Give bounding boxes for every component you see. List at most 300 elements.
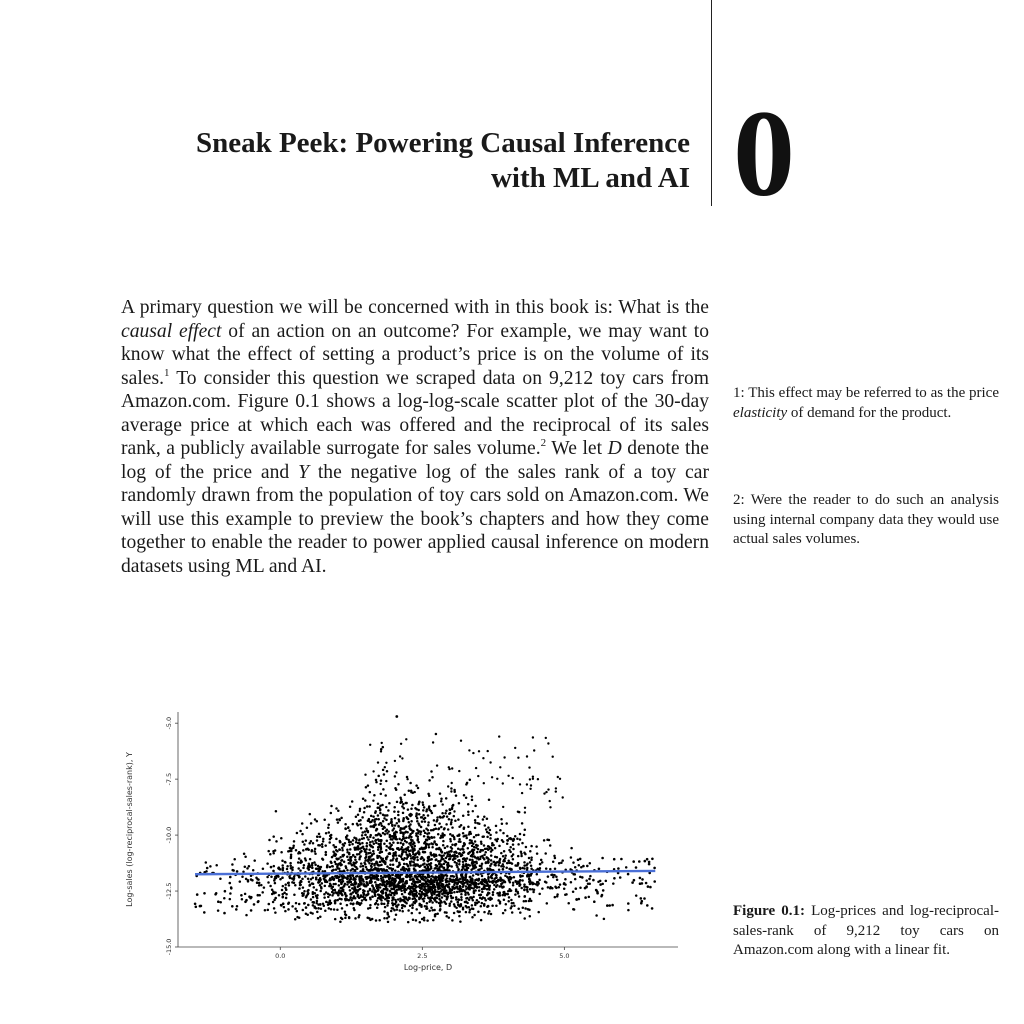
data-point: [380, 793, 383, 796]
data-point: [308, 881, 311, 884]
data-point: [601, 894, 604, 897]
data-point: [411, 804, 414, 807]
data-point: [411, 883, 414, 886]
data-point: [322, 902, 325, 905]
data-point: [377, 761, 379, 763]
sidenote-text: of demand for the product.: [787, 404, 952, 421]
data-point: [382, 868, 385, 871]
data-point: [358, 838, 361, 841]
data-point: [502, 912, 505, 915]
x-tick-label: 2.5: [417, 952, 428, 960]
data-point: [372, 837, 375, 840]
data-point: [297, 852, 300, 855]
data-point: [472, 752, 474, 754]
data-point: [338, 879, 341, 882]
data-point: [426, 902, 429, 905]
data-point: [456, 882, 459, 885]
data-point: [325, 853, 328, 856]
data-point: [412, 861, 415, 864]
data-point: [399, 842, 402, 845]
data-point: [274, 849, 277, 852]
data-point: [603, 918, 606, 921]
data-point: [453, 891, 456, 894]
data-point: [410, 791, 412, 793]
data-point: [302, 840, 305, 843]
data-point: [447, 828, 450, 831]
data-point: [457, 848, 460, 851]
data-point: [468, 833, 471, 836]
data-point: [523, 889, 526, 892]
data-point: [394, 899, 397, 902]
data-point: [414, 845, 417, 848]
data-point: [617, 867, 620, 870]
data-point: [422, 859, 425, 862]
data-point: [444, 812, 447, 815]
data-point: [409, 892, 412, 895]
data-point: [584, 896, 587, 899]
data-point: [458, 802, 461, 805]
data-point: [299, 869, 302, 872]
data-point: [359, 823, 362, 826]
data-point: [441, 850, 444, 853]
data-point: [437, 828, 440, 831]
data-point: [446, 845, 449, 848]
data-point: [436, 894, 439, 897]
data-point: [415, 919, 418, 922]
data-point: [309, 813, 312, 816]
data-point: [646, 858, 649, 861]
data-point: [450, 875, 453, 878]
data-point: [369, 904, 372, 907]
data-point: [330, 812, 333, 815]
data-point: [354, 897, 357, 900]
data-point: [316, 820, 319, 823]
data-point: [528, 878, 531, 881]
data-point: [344, 842, 347, 845]
data-point: [560, 861, 563, 864]
data-point: [415, 808, 418, 811]
data-point: [255, 876, 258, 879]
data-point: [384, 794, 387, 797]
data-point: [653, 867, 656, 870]
data-point: [492, 893, 495, 896]
data-point: [392, 857, 395, 860]
data-point: [521, 792, 523, 794]
data-point: [499, 900, 502, 903]
data-point: [453, 912, 456, 915]
data-point: [299, 830, 302, 833]
data-point: [474, 819, 477, 822]
data-point: [319, 915, 322, 918]
data-point: [286, 865, 289, 868]
data-point: [489, 761, 491, 763]
data-point: [343, 869, 346, 872]
data-point: [484, 851, 487, 854]
data-point: [452, 896, 455, 899]
data-point: [302, 893, 305, 896]
data-point: [453, 882, 456, 885]
data-point: [371, 858, 374, 861]
data-point: [310, 878, 313, 881]
data-point: [403, 793, 406, 796]
data-point: [526, 755, 528, 757]
data-point: [595, 889, 598, 892]
data-point: [364, 857, 367, 860]
data-point: [486, 818, 489, 821]
chapter-title: [130, 126, 690, 196]
data-point: [314, 864, 317, 867]
data-point: [439, 792, 442, 795]
data-point: [394, 775, 397, 778]
data-point: [412, 830, 415, 833]
data-point: [352, 823, 355, 826]
data-point: [364, 896, 367, 899]
data-point: [455, 794, 458, 797]
data-point: [367, 890, 370, 893]
data-point: [465, 837, 468, 840]
data-point: [505, 903, 508, 906]
data-point: [643, 897, 646, 900]
data-point: [453, 838, 456, 841]
data-point: [553, 855, 556, 858]
data-point: [386, 840, 389, 843]
data-point: [648, 861, 651, 864]
data-point: [653, 880, 656, 883]
data-point: [295, 849, 298, 852]
data-point: [244, 901, 247, 904]
data-point: [434, 891, 437, 894]
data-point: [349, 889, 352, 892]
data-point: [611, 904, 614, 907]
data-point: [525, 864, 528, 867]
data-point: [249, 897, 252, 900]
data-point: [458, 838, 461, 841]
x-tick-label: 5.0: [559, 952, 570, 960]
data-point: [444, 879, 447, 882]
data-point: [522, 906, 525, 909]
data-point: [345, 895, 348, 898]
data-point: [424, 885, 427, 888]
data-point: [375, 839, 378, 842]
data-point: [473, 836, 476, 839]
data-point: [427, 793, 430, 796]
data-point: [382, 814, 385, 817]
data-point: [386, 888, 389, 891]
data-point: [430, 878, 433, 881]
data-point: [289, 877, 292, 880]
data-point: [588, 878, 591, 881]
data-point: [329, 879, 332, 882]
data-point: [365, 853, 368, 856]
data-point: [454, 861, 457, 864]
data-point: [469, 859, 472, 862]
data-point: [487, 898, 490, 901]
data-point: [589, 862, 592, 865]
data-point: [515, 864, 518, 867]
data-point: [507, 893, 510, 896]
data-point: [414, 893, 417, 896]
data-point: [547, 788, 549, 790]
data-point: [269, 885, 272, 888]
data-point: [627, 902, 630, 905]
data-point: [355, 847, 358, 850]
data-point: [417, 832, 420, 835]
data-point: [427, 887, 430, 890]
data-point: [384, 863, 387, 866]
data-point: [640, 897, 643, 900]
data-point: [341, 918, 344, 921]
data-point: [364, 859, 367, 862]
data-point: [366, 845, 369, 848]
data-point: [555, 887, 558, 890]
data-point: [409, 853, 412, 856]
data-point: [420, 905, 423, 908]
data-point: [281, 876, 284, 879]
data-point: [398, 848, 401, 851]
data-point: [487, 849, 490, 852]
data-point: [641, 878, 644, 881]
data-point: [321, 845, 324, 848]
data-point: [412, 919, 415, 922]
data-point: [500, 852, 503, 855]
data-point: [370, 865, 373, 868]
chapter-number: 0: [733, 85, 795, 222]
data-point: [439, 887, 442, 890]
data-point: [379, 809, 382, 812]
data-point: [460, 881, 463, 884]
data-point: [444, 852, 447, 855]
data-point: [443, 892, 446, 895]
paragraph-text: A primary question we will be concerned with in this book is: What is the: [121, 297, 709, 318]
data-point: [467, 825, 470, 828]
data-point: [525, 846, 528, 849]
data-point: [423, 829, 426, 832]
data-point: [301, 822, 304, 825]
data-point: [268, 839, 271, 842]
data-point: [324, 910, 327, 913]
data-point: [638, 860, 641, 863]
data-point: [460, 824, 463, 827]
data-point: [352, 875, 355, 878]
data-point: [528, 766, 530, 768]
data-point: [449, 902, 452, 905]
data-point: [512, 840, 514, 843]
data-point: [317, 917, 320, 920]
data-point: [461, 875, 464, 878]
points-layer: [194, 715, 656, 923]
figure-label: Figure 0.1:: [733, 903, 806, 919]
data-point: [414, 869, 417, 872]
data-point: [475, 767, 477, 769]
data-point: [330, 861, 333, 864]
data-point: [402, 851, 405, 854]
data-point: [471, 845, 474, 848]
data-point: [387, 902, 390, 905]
data-point: [436, 816, 439, 819]
data-point: [386, 882, 389, 885]
data-point: [495, 881, 498, 884]
data-point: [552, 861, 555, 864]
data-point: [363, 811, 366, 814]
data-point: [451, 826, 454, 829]
data-point: [465, 911, 468, 914]
data-point: [483, 782, 485, 784]
data-point: [229, 876, 232, 879]
data-point: [544, 852, 547, 855]
data-point: [465, 877, 468, 880]
data-point: [423, 806, 426, 809]
figure-caption: [733, 902, 999, 961]
data-point: [449, 812, 452, 815]
data-point: [328, 907, 331, 910]
data-point: [397, 898, 400, 901]
data-point: [520, 853, 523, 856]
data-point: [280, 904, 283, 907]
data-point: [504, 909, 507, 912]
data-point: [375, 842, 378, 845]
data-point: [401, 853, 404, 856]
data-point: [349, 877, 352, 880]
data-point: [274, 911, 277, 914]
data-point: [401, 893, 404, 896]
data-point: [449, 888, 452, 891]
data-point: [558, 886, 561, 889]
data-point: [520, 855, 523, 858]
data-point: [406, 831, 409, 834]
data-point: [427, 867, 430, 870]
data-point: [435, 848, 438, 851]
data-point: [410, 838, 413, 841]
footnote-ref-2[interactable]: 2: [540, 437, 547, 449]
data-point: [469, 908, 472, 911]
data-point: [402, 878, 405, 881]
data-point: [195, 906, 198, 909]
data-point: [405, 841, 408, 844]
data-point: [481, 875, 484, 878]
data-point: [481, 855, 484, 858]
data-point: [313, 861, 316, 864]
data-point: [264, 909, 267, 912]
data-point: [395, 715, 398, 718]
data-point: [474, 840, 477, 843]
data-point: [434, 824, 437, 827]
data-point: [397, 783, 400, 786]
data-point: [374, 867, 377, 870]
data-point: [327, 826, 330, 829]
data-point: [491, 776, 493, 778]
sidenote-1: [733, 384, 999, 423]
data-point: [272, 852, 275, 855]
data-point: [424, 866, 427, 869]
data-point: [377, 846, 380, 849]
data-point: [378, 823, 381, 826]
data-point: [363, 837, 366, 840]
data-point: [410, 886, 413, 889]
data-point: [408, 875, 411, 878]
data-point: [307, 893, 310, 896]
data-point: [281, 889, 284, 892]
data-point: [427, 869, 430, 872]
data-point: [384, 766, 386, 768]
data-point: [469, 876, 472, 879]
data-point: [354, 917, 357, 920]
data-point: [311, 864, 314, 867]
data-point: [386, 814, 389, 817]
data-point: [300, 859, 303, 862]
data-point: [406, 817, 409, 820]
data-point: [508, 896, 511, 899]
data-point: [519, 783, 521, 785]
data-point: [519, 833, 522, 836]
data-point: [445, 881, 448, 884]
data-point: [376, 890, 379, 893]
data-point: [386, 904, 389, 907]
data-point: [466, 782, 469, 785]
data-point: [441, 885, 444, 888]
data-point: [425, 881, 428, 884]
data-point: [516, 837, 519, 840]
footnote-ref-1[interactable]: 1: [164, 366, 170, 379]
data-point: [477, 848, 480, 851]
data-point: [448, 818, 451, 821]
data-point: [273, 907, 276, 910]
data-point: [297, 861, 300, 864]
data-point: [473, 867, 476, 870]
data-point: [223, 912, 226, 915]
data-point: [327, 896, 330, 899]
data-point: [475, 862, 478, 865]
data-point: [383, 903, 386, 906]
data-point: [372, 800, 374, 802]
data-point: [362, 865, 365, 868]
data-point: [305, 906, 308, 909]
data-point: [291, 905, 294, 908]
data-point: [488, 888, 491, 891]
y-tick-label: -7.5: [165, 772, 173, 786]
data-point: [250, 878, 253, 881]
data-point: [480, 867, 483, 870]
data-point: [408, 789, 411, 792]
data-point: [487, 905, 490, 908]
data-point: [409, 905, 412, 908]
data-point: [470, 887, 473, 890]
data-point: [394, 760, 396, 762]
data-point: [446, 851, 449, 854]
data-point: [405, 825, 408, 828]
data-point: [268, 903, 271, 906]
data-point: [307, 889, 310, 892]
data-point: [306, 827, 309, 830]
data-point: [447, 863, 450, 866]
data-point: [396, 822, 399, 825]
data-point: [353, 909, 356, 912]
data-point: [364, 834, 367, 837]
data-point: [411, 857, 414, 860]
data-point: [435, 827, 438, 830]
data-point: [330, 834, 333, 837]
data-point: [408, 898, 411, 901]
data-point: [415, 815, 418, 818]
data-point: [336, 909, 339, 912]
data-point: [511, 902, 514, 905]
data-point: [310, 911, 313, 914]
data-point: [242, 870, 245, 873]
data-point: [428, 846, 431, 849]
data-point: [338, 819, 341, 822]
data-point: [369, 841, 372, 844]
data-point: [404, 882, 407, 885]
data-point: [367, 784, 370, 787]
